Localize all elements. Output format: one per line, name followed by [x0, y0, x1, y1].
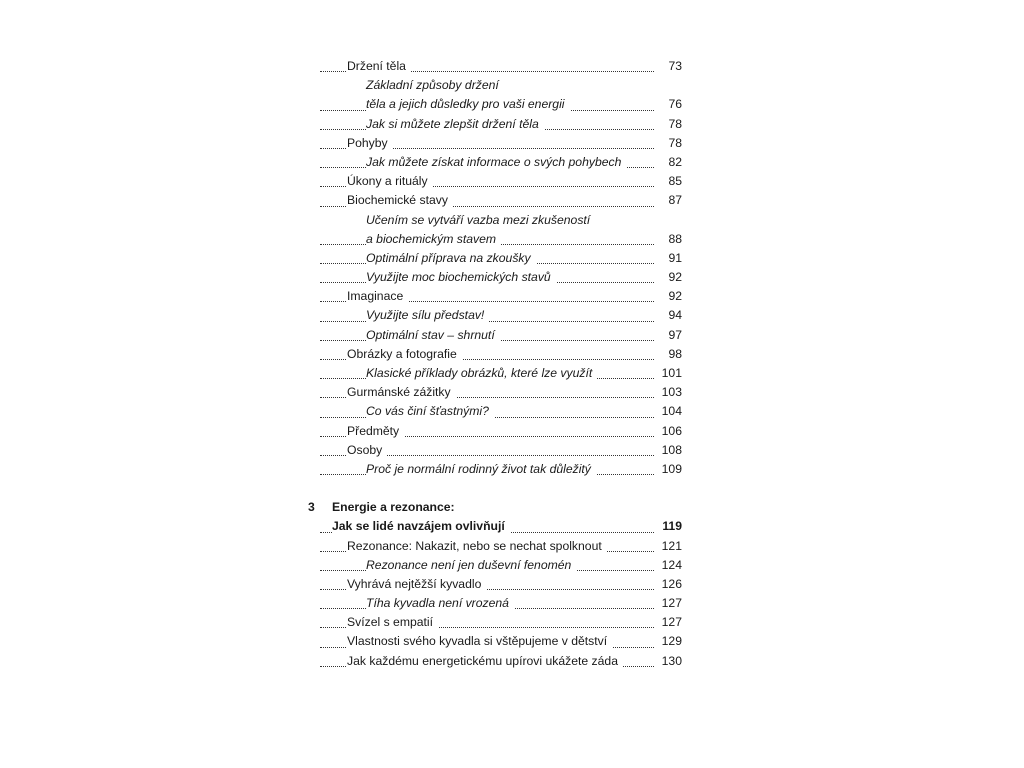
toc-entry [320, 153, 682, 172]
toc-entry [320, 594, 682, 613]
toc-entry-page-number: 126 [654, 575, 682, 594]
toc-entry [320, 383, 682, 402]
toc-entry-title: Optimální stav – shrnutí [366, 328, 500, 342]
toc-entry-title: Jak můžete získat informace o svých pohybech [366, 155, 626, 169]
toc-entry-title: Využijte moc biochemických stavů [366, 270, 556, 284]
toc-entry-page-number: 121 [654, 537, 682, 556]
toc-entry-page-number: 127 [654, 594, 682, 613]
toc-entry [320, 95, 682, 114]
chapter-subtitle: Jak se lidé navzájem ovlivňují [332, 519, 510, 533]
toc-entry-title: Předměty [347, 424, 404, 438]
toc-entry-title: Jak každému energetickému upírovi ukážete záda [347, 654, 623, 668]
toc-entry [320, 460, 682, 479]
toc-entry [320, 287, 682, 306]
toc-entry [320, 422, 682, 441]
toc-entry-title: Jak si můžete zlepšit držení těla [366, 117, 544, 131]
toc-entry-page-number: 76 [654, 95, 682, 114]
toc-entry-title: těla a jejich důsledky pro vaši energii [366, 97, 570, 111]
toc-entry-page-number: 108 [654, 441, 682, 460]
toc-entry-page-number: 87 [654, 191, 682, 210]
toc-entry [320, 268, 682, 287]
toc-entry-title: Rezonance: Nakazit, nebo se nechat spolknout [347, 539, 607, 553]
toc-entry-title: Svízel s empatií [347, 615, 438, 629]
toc-entry [320, 364, 682, 383]
toc-entry-title: Optimální příprava na zkoušky [366, 251, 536, 265]
toc-entry-title: Vyhrává nejtěžší kyvadlo [347, 577, 486, 591]
toc-entry-title: Klasické příklady obrázků, které lze využít [366, 366, 597, 380]
toc-entry-title: Proč je normální rodinný život tak důležitý [366, 462, 596, 476]
toc-entry-page-number: 109 [654, 460, 682, 479]
chapter-title-line-2 [320, 517, 682, 536]
toc-entry-title: Učením se vytváří vazba mezi zkušeností [366, 213, 595, 227]
toc-entry-title: Držení těla [347, 59, 411, 73]
toc-entry [320, 613, 682, 632]
toc-entry-title: Pohyby [347, 136, 393, 150]
toc-entry [320, 172, 682, 191]
toc-entry [320, 306, 682, 325]
toc-entry-page-number: 98 [654, 345, 682, 364]
chapter-gap [320, 479, 682, 498]
toc-entry-page-number: 92 [654, 287, 682, 306]
toc-entry-page-number: 104 [654, 402, 682, 421]
toc-entry-title: Rezonance není jen duševní fenomén [366, 558, 576, 572]
toc-entry [320, 537, 682, 556]
toc-entry-title: Osoby [347, 443, 387, 457]
toc-entry [320, 402, 682, 421]
toc-entry [320, 249, 682, 268]
toc-entry [320, 191, 682, 210]
toc-entry-page-number: 85 [654, 172, 682, 191]
toc-entry-page-number: 127 [654, 613, 682, 632]
toc-entry-page-number: 88 [654, 230, 682, 249]
toc-entry [320, 230, 682, 249]
toc-entry-page-number: 124 [654, 556, 682, 575]
toc-entry [320, 57, 682, 76]
toc-entry [320, 556, 682, 575]
toc-entry-title: a biochemickým stavem [366, 232, 501, 246]
toc-entry-title: Vlastnosti svého kyvadla si vštěpujeme v dětství [347, 634, 612, 648]
toc-entry-page-number: 92 [654, 268, 682, 287]
toc-entry [320, 345, 682, 364]
toc-entry [320, 76, 682, 95]
toc-entry-page-number: 78 [654, 115, 682, 134]
toc-entry-page-number: 106 [654, 422, 682, 441]
toc-entry-title: Tíha kyvadla není vrozená [366, 596, 514, 610]
toc-entry [320, 211, 682, 230]
toc-entry-title: Obrázky a fotografie [347, 347, 462, 361]
toc-group-1 [320, 57, 682, 479]
toc-entry [320, 441, 682, 460]
toc-entry-title: Imaginace [347, 289, 408, 303]
toc-group-2 [320, 537, 682, 671]
toc-entry [320, 652, 682, 671]
chapter-title: Energie a rezonance: [332, 500, 460, 514]
toc-entry-page-number: 91 [654, 249, 682, 268]
toc-entry-title: Využijte sílu představ! [366, 308, 489, 322]
toc-entry-page-number: 73 [654, 57, 682, 76]
toc-entry-title: Co vás činí šťastnými? [366, 404, 494, 418]
chapter-number: 3 [308, 500, 315, 515]
toc-entry-page-number: 97 [654, 326, 682, 345]
toc-entry-title: Biochemické stavy [347, 193, 453, 207]
chapter-title-line-1 [308, 498, 682, 517]
toc-entry-page-number: 94 [654, 306, 682, 325]
table-of-contents [308, 57, 682, 671]
toc-entry [320, 115, 682, 134]
toc-entry-title: Gurmánské zážitky [347, 385, 456, 399]
toc-entry [320, 632, 682, 651]
toc-entry-page-number: 101 [654, 364, 682, 383]
toc-entry [320, 326, 682, 345]
toc-entry-title: Základní způsoby držení [366, 78, 504, 92]
toc-entry [320, 575, 682, 594]
chapter-page-number: 119 [654, 517, 682, 536]
toc-entry-page-number: 82 [654, 153, 682, 172]
toc-entry-page-number: 130 [654, 652, 682, 671]
toc-entry-page-number: 129 [654, 632, 682, 651]
toc-entry-title: Úkony a rituály [347, 174, 433, 188]
toc-entry-page-number: 103 [654, 383, 682, 402]
toc-entry-page-number: 78 [654, 134, 682, 153]
toc-entry [320, 134, 682, 153]
